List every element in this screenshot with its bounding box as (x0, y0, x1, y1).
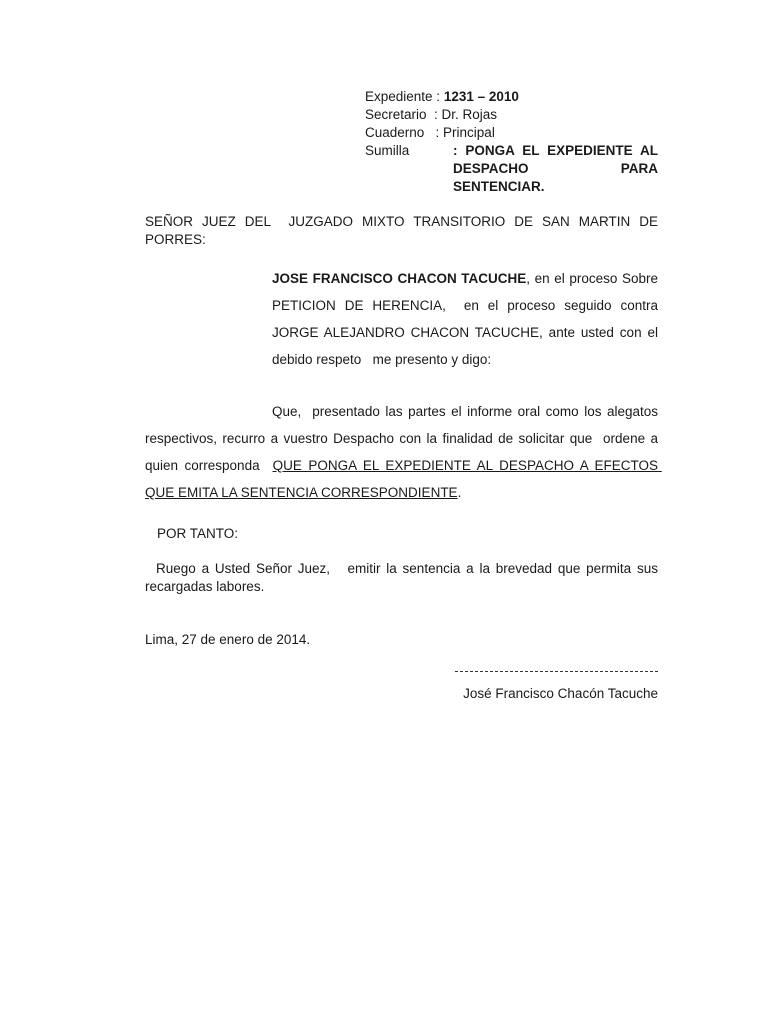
expediente-label: Expediente : (365, 89, 444, 104)
sumilla-label: Sumilla (365, 143, 410, 158)
date-line: Lima, 27 de enero de 2014. (145, 632, 311, 647)
signature-name: José Francisco Chacón Tacuche (463, 686, 658, 701)
ruego-paragraph: Ruego a Usted Señor Juez, emitir la sentencia a la brevedad que permita sus recargadas labores. (145, 561, 662, 594)
intro-paragraph (272, 265, 662, 373)
secretario-row: Secretario : Dr. Rojas (365, 107, 498, 122)
addressee: SEÑOR JUEZ DEL JUZGADO MIXTO TRANSITORIO DE SAN MARTIN DE PORRES: (145, 214, 662, 247)
request-end: . (457, 485, 462, 500)
expediente-number: 1231 – 2010 (443, 89, 519, 104)
sumilla-row (365, 142, 658, 196)
cuaderno-row: Cuaderno : Principal (365, 125, 495, 140)
sumilla-text: : PONGA EL EXPEDIENTE AL DESPACHO PARA SENTENCIAR. (453, 143, 658, 194)
case-header (365, 88, 658, 196)
request-paragraph (145, 398, 662, 506)
signature-line (455, 671, 658, 672)
intro-text: , en el proceso Sobre PETICION DE HERENCIA, en el proceso seguido contra JORGE ALEJANDRO CHACON TACUCHE, ante usted con el debido respeto me presento y digo: (272, 271, 662, 367)
expediente-row (365, 88, 658, 106)
por-tanto: POR TANTO: (157, 526, 239, 541)
request-underlined: QUE PONGA EL EXPEDIENTE AL DESPACHO A EFECTOS QUE EMITA LA SENTENCIA CORRESPONDIENTE (145, 458, 662, 500)
petitioner-name: JOSE FRANCISCO CHACON TACUCHE (272, 271, 527, 286)
request-text: Que, presentado las partes el informe oral como los alegatos respectivos, recurro a vuestro Despacho con la finalidad de solicitar que ordene a quien corresponda (145, 404, 662, 473)
